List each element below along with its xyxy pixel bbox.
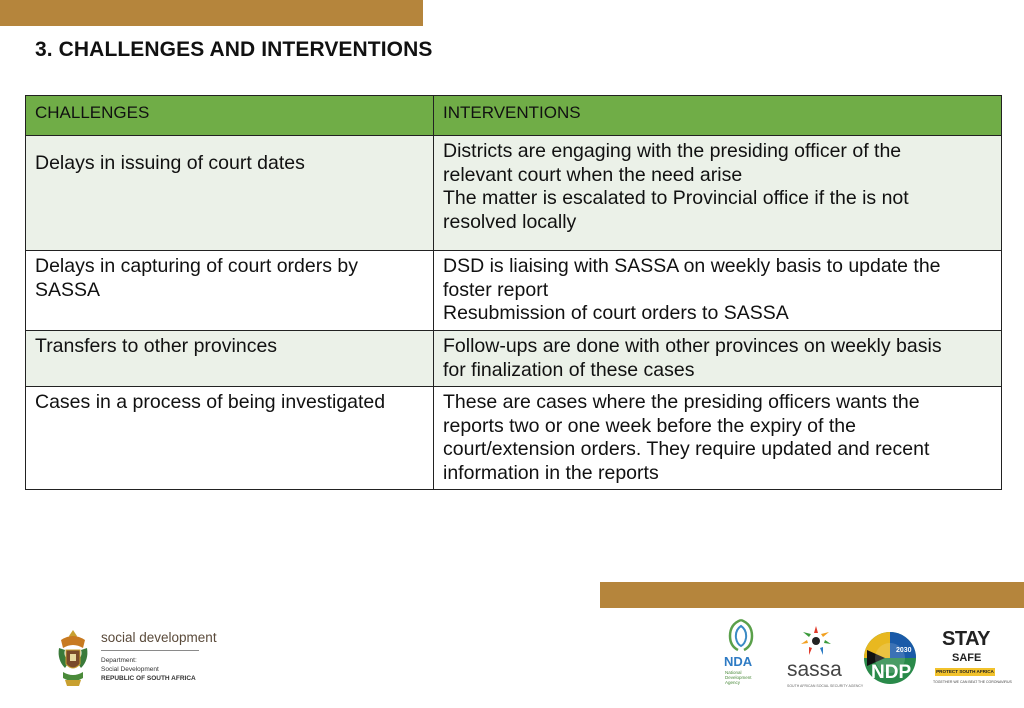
dept-name: social development <box>101 630 217 645</box>
table-row <box>26 331 1002 387</box>
dept-country: REPUBLIC OF SOUTH AFRICA <box>101 675 196 682</box>
sassa-logo <box>785 624 864 690</box>
divider <box>101 650 199 651</box>
column-header-interventions: INTERVENTIONS <box>434 96 1002 136</box>
cell-text: These are cases where the presiding officers wants the <box>443 391 920 413</box>
dept-label: Department: <box>101 657 137 664</box>
table-header-row <box>26 96 1002 136</box>
stay-safe-banner: PROTECT SOUTH AFRICA <box>936 669 994 674</box>
sassa-name: sassa <box>787 658 842 681</box>
table-row <box>26 136 1002 251</box>
cell-text: DSD is liaising with SASSA on weekly basis to update the <box>443 255 941 277</box>
ndp-year: 2030 <box>896 647 912 654</box>
stay-safe-tagline: TOGETHER WE CAN BEAT THE CORONAVIRUS <box>933 680 1012 684</box>
intervention-cell <box>434 251 1002 331</box>
cell-text: Delays in capturing of court orders by <box>35 255 358 277</box>
cell-text: for finalization of these cases <box>443 358 695 381</box>
challenge-cell <box>26 387 434 490</box>
nda-logo <box>720 618 762 690</box>
cell-text: Resubmission of court orders to SASSA <box>443 302 789 324</box>
stay-safe-logo <box>932 628 1012 688</box>
social-development-logo <box>55 626 217 688</box>
cell-text: resolved locally <box>443 210 577 233</box>
nda-subtitle <box>725 670 752 685</box>
column-header-challenges: CHALLENGES <box>26 96 434 136</box>
cell-text: Delays in issuing of court dates <box>35 152 305 174</box>
stay-safe-word: SAFE <box>952 652 982 664</box>
nda-sub-line: National <box>725 670 742 675</box>
cell-text: information in the reports <box>443 461 659 484</box>
stay-title: STAY <box>942 628 991 650</box>
cell-text: Transfers to other provinces <box>35 335 278 357</box>
coat-of-arms-icon <box>55 628 91 688</box>
cell-text: The matter is escalated to Provincial office if the is not <box>443 187 909 209</box>
cell-text: SASSA <box>35 278 101 301</box>
intervention-cell <box>434 136 1002 251</box>
sassa-burst-icon <box>799 624 833 658</box>
nda-sub-line: Agency <box>725 680 741 685</box>
cell-text: relevant court when the need arise <box>443 163 743 186</box>
top-accent-bar <box>0 0 423 26</box>
challenge-cell <box>26 331 434 387</box>
nda-sub-line: Development <box>725 675 752 680</box>
ndp-badge-icon <box>863 628 917 688</box>
table-row <box>26 387 1002 490</box>
cell-text: foster report <box>443 278 549 301</box>
challenge-cell <box>26 251 434 331</box>
cell-text: court/extension orders. They require updated and recent <box>443 438 930 460</box>
ndp-name: NDP <box>871 662 912 683</box>
slide-title: 3. CHALLENGES AND INTERVENTIONS <box>35 38 433 61</box>
intervention-cell <box>434 331 1002 387</box>
table-row <box>26 251 1002 331</box>
cell-text: Cases in a process of being investigated <box>35 391 386 413</box>
challenge-cell <box>26 136 434 251</box>
challenges-interventions-table <box>25 95 1002 490</box>
dept-label: Social Development <box>101 666 159 673</box>
nda-name: NDA <box>724 654 753 669</box>
intervention-cell <box>434 387 1002 490</box>
sassa-subtitle: SOUTH AFRICAN SOCIAL SECURITY AGENCY <box>787 684 864 688</box>
ndp-2030-logo <box>863 628 917 688</box>
nda-emblem-icon <box>724 618 758 652</box>
bottom-accent-bar <box>600 582 1024 608</box>
cell-text: Districts are engaging with the presiding officer of the <box>443 140 902 162</box>
cell-text: Follow-ups are done with other provinces on weekly basis <box>443 335 942 357</box>
cell-text: reports two or one week before the expiry of the <box>443 414 856 437</box>
